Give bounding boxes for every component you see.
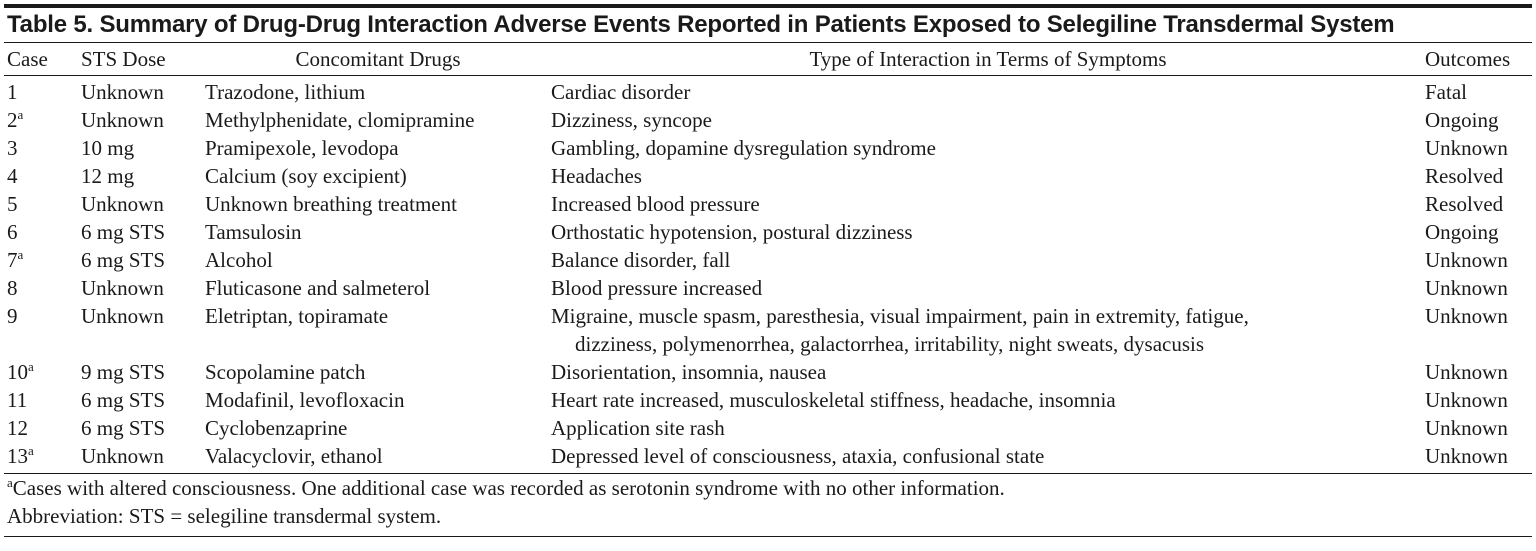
cell-drugs: Valacyclovir, ethanol [205, 442, 551, 474]
cell-dose: 10 mg [81, 136, 135, 160]
header-case: Case [4, 43, 81, 76]
case-footnote-mark: a [17, 247, 24, 262]
cell-dose: Unknown [81, 80, 164, 104]
cell-outcome: Fatal [1425, 80, 1467, 104]
header-row [4, 43, 1532, 76]
cell-type [551, 218, 1425, 246]
type-text: Depressed level of consciousness, ataxia, confusional state [551, 444, 1045, 468]
header-dose: STS Dose [81, 43, 205, 76]
type-text: Heart rate increased, musculoskeletal stiffness, headache, insomnia [551, 388, 1116, 412]
footnote-a [4, 474, 1532, 502]
table-row [4, 246, 1532, 274]
cell-dose: Unknown [81, 276, 164, 300]
cell-drugs: Scopolamine patch [205, 360, 366, 384]
footnote-a-text: Cases with altered consciousness. One additional case was recorded as serotonin syndrome with no other information. [12, 476, 1005, 500]
cell-type [551, 414, 1425, 442]
cell-type [551, 162, 1425, 190]
case-footnote-mark: a [17, 107, 24, 122]
cell-outcome: Unknown [1425, 442, 1532, 474]
type-text: Orthostatic hypotension, postural dizziness [551, 220, 913, 244]
cell-case [4, 386, 81, 414]
cell-case [4, 106, 81, 134]
footnote-abbreviation: Abbreviation: STS = selegiline transdermal system. [7, 504, 442, 528]
table-row [4, 274, 1532, 302]
table-row [4, 302, 1532, 358]
table-row [4, 414, 1532, 442]
cell-drugs: Alcohol [205, 248, 273, 272]
cell-dose: 6 mg STS [81, 248, 166, 272]
cell-dose: Unknown [81, 192, 164, 216]
cell-outcome: Ongoing [1425, 220, 1499, 244]
case-footnote-mark: a [28, 359, 34, 374]
table-row [4, 386, 1532, 414]
cell-case [4, 414, 81, 442]
cell-outcome: Ongoing [1425, 108, 1499, 132]
interaction-table [4, 43, 1532, 474]
table-row [4, 358, 1532, 386]
case-number: 4 [7, 164, 18, 188]
cell-outcome: Unknown [1425, 388, 1508, 412]
cell-dose: 6 mg STS [81, 220, 166, 244]
cell-case [4, 302, 81, 358]
case-number: 10 [7, 360, 28, 384]
cell-drugs: Unknown breathing treatment [205, 192, 457, 216]
cell-outcome: Resolved [1425, 164, 1504, 188]
case-number: 12 [7, 416, 28, 440]
cell-drugs: Pramipexole, levodopa [205, 136, 399, 160]
type-text: Migraine, muscle spasm, paresthesia, visual impairment, pain in extremity, fatigue, [551, 304, 1249, 328]
cell-type [551, 246, 1425, 274]
cell-case [4, 162, 81, 190]
cell-drugs: Tamsulosin [205, 220, 302, 244]
cell-type [551, 358, 1425, 386]
cell-dose: Unknown [81, 442, 205, 474]
type-text: Headaches [551, 164, 642, 188]
header-type: Type of Interaction in Terms of Symptoms [551, 43, 1425, 76]
cell-dose: Unknown [81, 304, 164, 328]
case-number: 2 [7, 108, 18, 132]
cell-outcome: Resolved [1425, 192, 1504, 216]
case-number: 13 [7, 444, 28, 468]
table-row [4, 190, 1532, 218]
table-row [4, 134, 1532, 162]
cell-case [4, 246, 81, 274]
cell-dose: 6 mg STS [81, 416, 166, 440]
type-text: Application site rash [551, 416, 725, 440]
cell-outcome: Unknown [1425, 276, 1508, 300]
cell-type [551, 302, 1425, 358]
cell-case [4, 76, 81, 107]
cell-case [4, 190, 81, 218]
cell-type [551, 106, 1425, 134]
type-text: Blood pressure increased [551, 276, 763, 300]
cell-case [4, 274, 81, 302]
table-row [4, 218, 1532, 246]
type-text: Gambling, dopamine dysregulation syndrome [551, 136, 936, 160]
cell-dose: 9 mg STS [81, 360, 166, 384]
cell-drugs: Trazodone, lithium [205, 80, 366, 104]
type-text: Cardiac disorder [551, 80, 691, 104]
cell-drugs: Fluticasone and salmeterol [205, 276, 431, 300]
header-drugs: Concomitant Drugs [205, 43, 551, 76]
table-row [4, 162, 1532, 190]
type-text: Balance disorder, fall [551, 248, 731, 272]
cell-type [551, 134, 1425, 162]
table-row [4, 442, 1532, 474]
cell-outcome: Unknown [1425, 248, 1508, 272]
cell-dose: 12 mg [81, 164, 135, 188]
cell-case [4, 442, 81, 474]
type-text: Dizziness, syncope [551, 108, 712, 132]
cell-drugs: Cyclobenzaprine [205, 416, 348, 440]
cell-outcome: Unknown [1425, 136, 1508, 160]
bottom-rule [4, 536, 1532, 537]
table-row [4, 76, 1532, 107]
case-number: 9 [7, 304, 18, 328]
cell-case [4, 218, 81, 246]
cell-type [551, 76, 1425, 107]
case-number: 7 [7, 248, 18, 272]
table-title: Table 5. Summary of Drug-Drug Interaction Adverse Events Reported in Patients Exposed to Selegiline Transdermal System [7, 11, 1395, 38]
cell-drugs: Methylphenidate, clomipramine [205, 108, 475, 132]
cell-dose: Unknown [81, 108, 164, 132]
case-number: 6 [7, 220, 18, 244]
cell-type [551, 386, 1425, 414]
table-container [4, 4, 1532, 537]
table-row [4, 106, 1532, 134]
cell-drugs: Calcium (soy excipient) [205, 164, 407, 188]
type-text-continued: dizziness, polymenorrhea, galactorrhea, irritability, night sweats, dysacusis [575, 332, 1205, 356]
cell-case [4, 358, 81, 386]
cell-type [551, 190, 1425, 218]
cell-drugs: Modafinil, levofloxacin [205, 388, 405, 412]
case-number: 11 [7, 388, 28, 412]
cell-drugs: Eletriptan, topiramate [205, 304, 389, 328]
cell-outcome: Unknown [1425, 360, 1508, 384]
cell-type [551, 442, 1425, 474]
cell-outcome: Unknown [1425, 304, 1508, 328]
type-text: Increased blood pressure [551, 192, 760, 216]
case-number: 5 [7, 192, 18, 216]
cell-case [4, 134, 81, 162]
cell-outcome: Unknown [1425, 416, 1508, 440]
cell-type [551, 274, 1425, 302]
case-number: 3 [7, 136, 18, 160]
cell-dose: 6 mg STS [81, 388, 166, 412]
type-text: Disorientation, insomnia, nausea [551, 360, 827, 384]
footnote-a-mark: a [7, 475, 13, 490]
case-number: 1 [7, 80, 18, 104]
header-outcomes: Outcomes [1425, 43, 1532, 76]
case-footnote-mark: a [28, 443, 34, 458]
case-number: 8 [7, 276, 18, 300]
